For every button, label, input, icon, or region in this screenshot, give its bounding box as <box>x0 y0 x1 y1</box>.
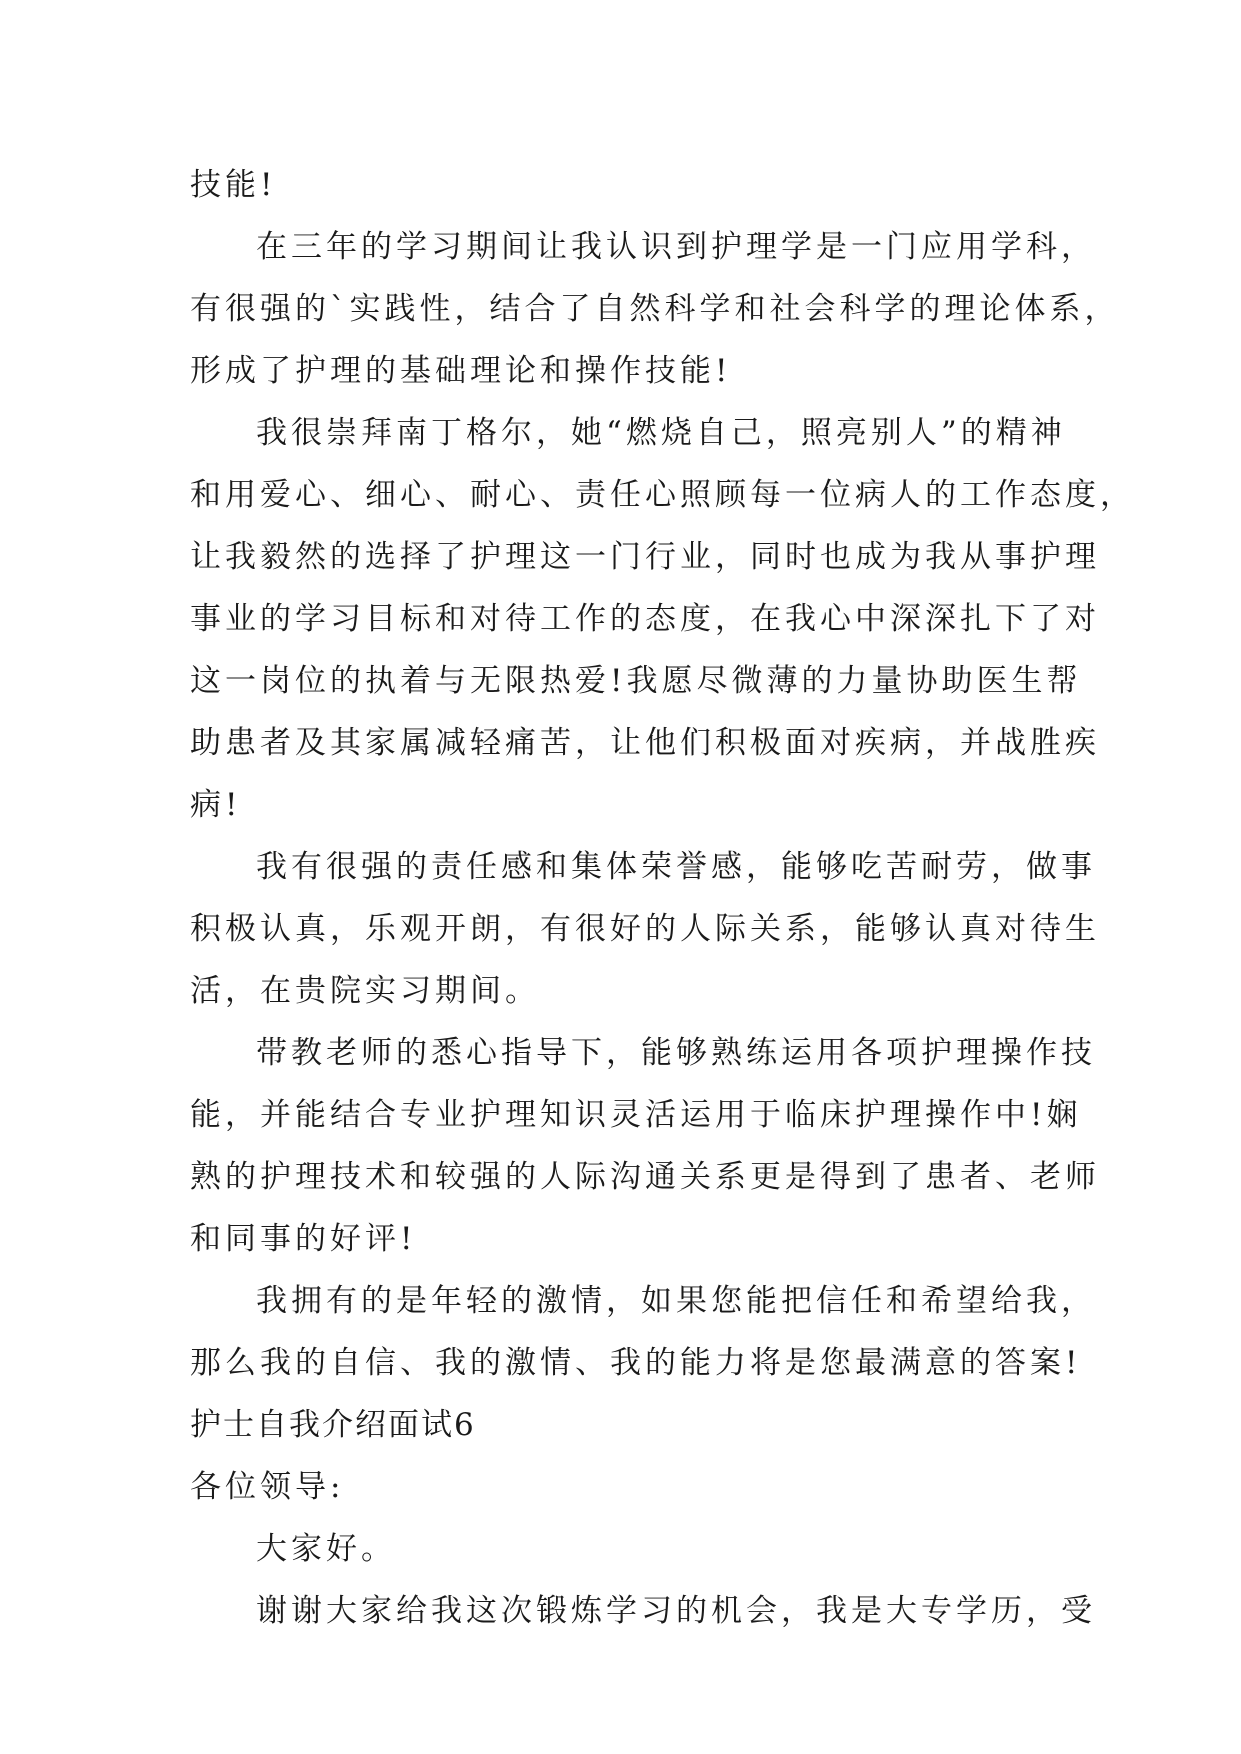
text-line: 助患者及其家属减轻痛苦，让他们积极面对疾病，并战胜疾 <box>190 725 1100 761</box>
text-line: 这一岗位的执着与无限热爱!我愿尽微薄的力量协助医生帮 <box>190 663 1082 699</box>
text-line: 有很强的`实践性，结合了自然科学和社会科学的理论体系， <box>190 291 1120 327</box>
text-line: 积极认真，乐观开朗，有很好的人际关系，能够认真对待生 <box>190 911 1100 947</box>
text-line: 活，在贵院实习期间。 <box>190 973 540 1009</box>
text-line: 事业的学习目标和对待工作的态度，在我心中深深扎下了对 <box>190 601 1100 637</box>
text-line: 形成了护理的基础理论和操作技能! <box>190 353 732 389</box>
text-line: 我有很强的责任感和集体荣誉感，能够吃苦耐劳，做事 <box>256 849 1096 885</box>
text-line: 能，并能结合专业护理知识灵活运用于临床护理操作中!娴 <box>190 1097 1082 1133</box>
section-heading: 护士自我介绍面试6 <box>190 1407 476 1443</box>
text-line: 带教老师的悉心指导下，能够熟练运用各项护理操作技 <box>256 1035 1096 1071</box>
text-line: 病! <box>190 787 242 823</box>
salutation: 各位领导: <box>190 1469 345 1505</box>
text-line: 那么我的自信、我的激情、我的能力将是您最满意的答案! <box>190 1345 1082 1381</box>
text-line: 技能! <box>190 167 277 203</box>
text-line: 熟的护理技术和较强的人际沟通关系更是得到了患者、老师 <box>190 1159 1100 1195</box>
text-line: 让我毅然的选择了护理这一门行业，同时也成为我从事护理 <box>190 539 1100 575</box>
text-line: 和用爱心、细心、耐心、责任心照顾每一位病人的工作态度， <box>190 477 1135 513</box>
text-line: 我很崇拜南丁格尔，她“燃烧自己，照亮别人”的精神 <box>256 415 1066 451</box>
text-line: 我拥有的是年轻的激情，如果您能把信任和希望给我， <box>256 1283 1096 1319</box>
text-line: 谢谢大家给我这次锻炼学习的机会，我是大专学历，受 <box>256 1593 1096 1629</box>
document-body <box>190 154 1135 1642</box>
text-line: 在三年的学习期间让我认识到护理学是一门应用学科， <box>256 229 1096 265</box>
greeting: 大家好。 <box>256 1531 396 1567</box>
text-line: 和同事的好评! <box>190 1221 417 1257</box>
